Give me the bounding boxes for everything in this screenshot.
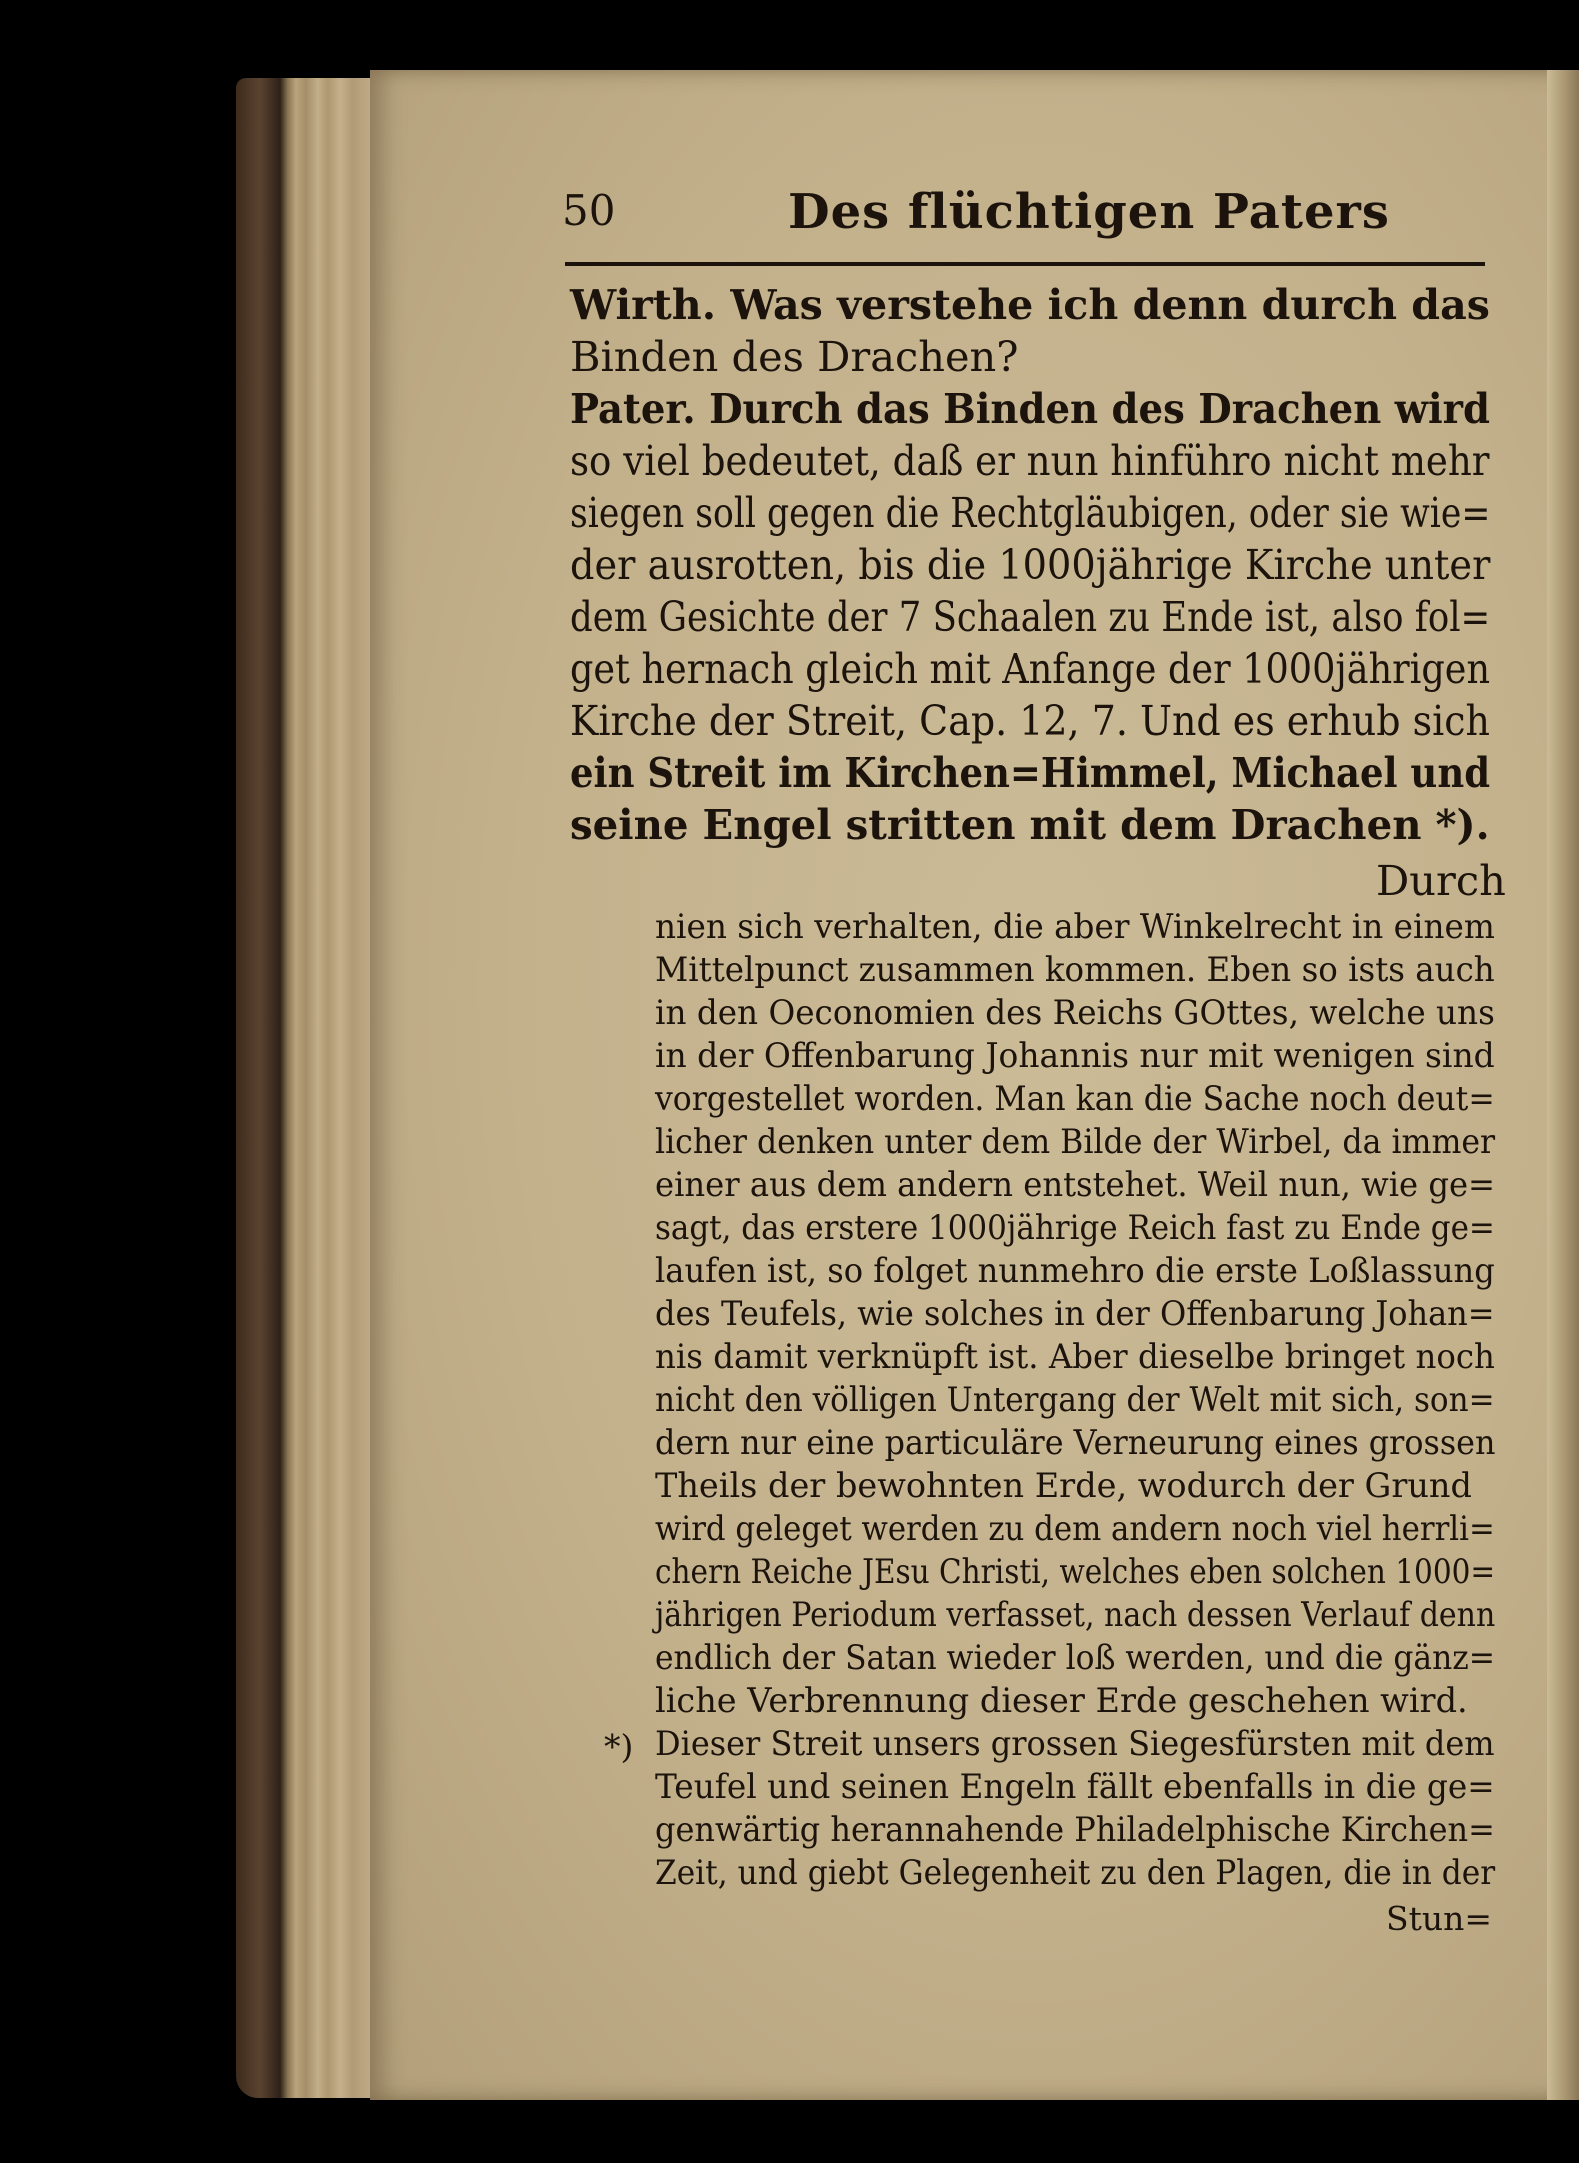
main-text-line: get hernach gleich mit Anfange der 1000jährigen [570, 644, 1491, 693]
note-text-line: chern Reiche JEsu Christi, welches eben solchen 1000= [655, 1552, 1496, 1591]
footnote-line: Dieser Streit unsers grossen Siegesfürsten mit dem [655, 1724, 1495, 1763]
note-text-line: in der Offenbarung Johannis nur mit wenigen sind [655, 1036, 1495, 1075]
page-edge [1547, 70, 1579, 2100]
note-text-line: Theils der bewohnten Erde, wodurch der Grund [655, 1466, 1472, 1505]
running-title: Des flüchtigen Paters [788, 184, 1390, 240]
footnote-marker: *) [604, 1727, 634, 1766]
footnote-catchword: Stun= [1386, 1899, 1493, 1938]
footnote-line: Teufel und seinen Engeln fällt ebenfalls in die ge= [655, 1767, 1495, 1806]
main-text-line: Pater. Durch das Binden des Drachen wird [570, 384, 1490, 433]
note-text-line: nis damit verknüpft ist. Aber dieselbe bringet noch [655, 1337, 1495, 1376]
note-text-line: jährigen Periodum verfasset, nach dessen Verlauf denn [655, 1595, 1496, 1634]
note-text-line: endlich der Satan wieder loß werden, und die gänz= [655, 1638, 1496, 1677]
page-number: 50 [562, 186, 616, 235]
main-text-line: Binden des Drachen? [570, 332, 1019, 381]
note-text-line: licher denken unter dem Bilde der Wirbel, da immer [655, 1122, 1496, 1161]
note-text-line: liche Verbrennung dieser Erde geschehen wird. [655, 1681, 1468, 1720]
note-text-line: des Teufels, wie solches in der Offenbarung Johan= [655, 1294, 1495, 1333]
main-text-line: Wirth. Was verstehe ich denn durch das [570, 280, 1490, 329]
footnote-line: Zeit, und giebt Gelegenheit zu den Plagen, die in der [655, 1853, 1496, 1892]
note-text-line: einer aus dem andern entstehet. Weil nun, wie ge= [655, 1165, 1496, 1204]
footnote-line: genwärtig herannahende Philadelphische Kirchen= [655, 1810, 1495, 1849]
note-text-line: in den Oeconomien des Reichs GOttes, welche uns [655, 993, 1495, 1032]
main-text-line: ein Streit im Kirchen=Himmel, Michael und [570, 748, 1491, 797]
note-text-line: sagt, das erstere 1000jährige Reich fast zu Ende ge= [655, 1208, 1495, 1247]
main-text-line: der ausrotten, bis die 1000jährige Kirche unter [570, 540, 1491, 589]
note-text-line: nien sich verhalten, die aber Winkelrecht in einem [655, 907, 1495, 946]
main-text-line: siegen soll gegen die Rechtgläubigen, oder sie wie= [570, 488, 1491, 537]
catchword: Durch [1376, 856, 1506, 905]
main-text-line: seine Engel stritten mit dem Drachen *). [570, 800, 1490, 849]
note-text-line: vorgestellet worden. Man kan die Sache noch deut= [655, 1079, 1495, 1118]
note-text-line: nicht den völligen Untergang der Welt mit sich, son= [655, 1380, 1495, 1419]
main-text-line: dem Gesichte der 7 Schaalen zu Ende ist, also fol= [570, 592, 1491, 641]
note-text-line: laufen ist, so folget nunmehro die erste Loßlassung [655, 1251, 1495, 1290]
note-text-line: Mittelpunct zusammen kommen. Eben so ists auch [655, 950, 1495, 989]
main-text-line: so viel bedeutet, daß er nun hinführo nicht mehr [570, 436, 1490, 485]
header-rule [565, 262, 1485, 266]
main-text-line: Kirche der Streit, Cap. 12, 7. Und es erhub sich [570, 696, 1490, 745]
note-text-line: dern nur eine particuläre Verneurung eines grossen [655, 1423, 1496, 1462]
note-text-line: wird geleget werden zu dem andern noch viel herrli= [655, 1509, 1495, 1548]
